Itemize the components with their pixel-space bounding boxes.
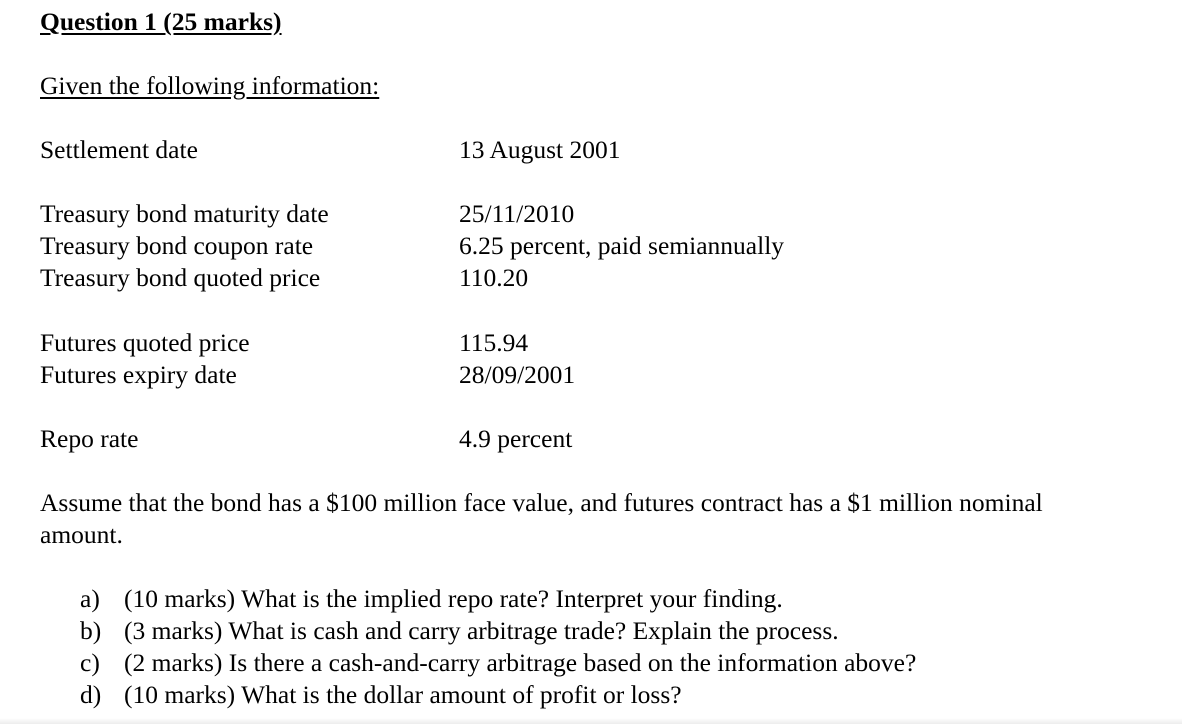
futures-price-label: Futures quoted price: [40, 328, 250, 357]
sub-question-letter: d): [80, 680, 102, 709]
repo-rate-value: 4.9 percent: [459, 424, 573, 453]
sub-question-text: (10 marks) What is the dollar amount of profit or loss?: [124, 680, 682, 709]
sub-question-list: [80, 583, 916, 711]
sub-question-letter: a): [80, 584, 100, 613]
bond-price-label: Treasury bond quoted price: [40, 263, 321, 292]
sub-question-b: [80, 615, 916, 647]
bond-maturity-label: Treasury bond maturity date: [40, 199, 329, 228]
bond-coupon-label: Treasury bond coupon rate: [40, 231, 314, 260]
sub-question-letter: c): [80, 648, 100, 677]
bond-price-value: 110.20: [459, 263, 529, 292]
assumption-paragraph: Assume that the bond has a $100 million face value, and futures contract has a $1 million nominal amount.: [40, 488, 1043, 549]
futures-price-value: 115.94: [459, 328, 529, 357]
bond-maturity-value: 25/11/2010: [459, 199, 575, 228]
settlement-date-value: 13 August 2001: [459, 135, 621, 164]
sub-question-d: [80, 679, 916, 711]
sub-question-text: (10 marks) What is the implied repo rate? Interpret your finding.: [124, 584, 783, 613]
sub-question-letter: b): [80, 616, 102, 645]
page-bottom-edge: [0, 718, 1182, 724]
bond-coupon-value: 6.25 percent, paid semiannually: [459, 231, 785, 260]
repo-rate-label: Repo rate: [40, 424, 139, 453]
intro-text: Given the following information:: [40, 71, 380, 100]
settlement-date-label: Settlement date: [40, 135, 198, 164]
futures-expiry-value: 28/09/2001: [459, 360, 576, 389]
sub-question-text: (2 marks) Is there a cash-and-carry arbitrage based on the information above?: [124, 648, 917, 677]
sub-question-a: [80, 583, 916, 615]
sub-question-c: [80, 647, 916, 679]
question-title: Question 1 (25 marks): [40, 7, 282, 36]
futures-expiry-label: Futures expiry date: [40, 360, 237, 389]
sub-question-text: (3 marks) What is cash and carry arbitrage trade? Explain the process.: [124, 616, 839, 645]
